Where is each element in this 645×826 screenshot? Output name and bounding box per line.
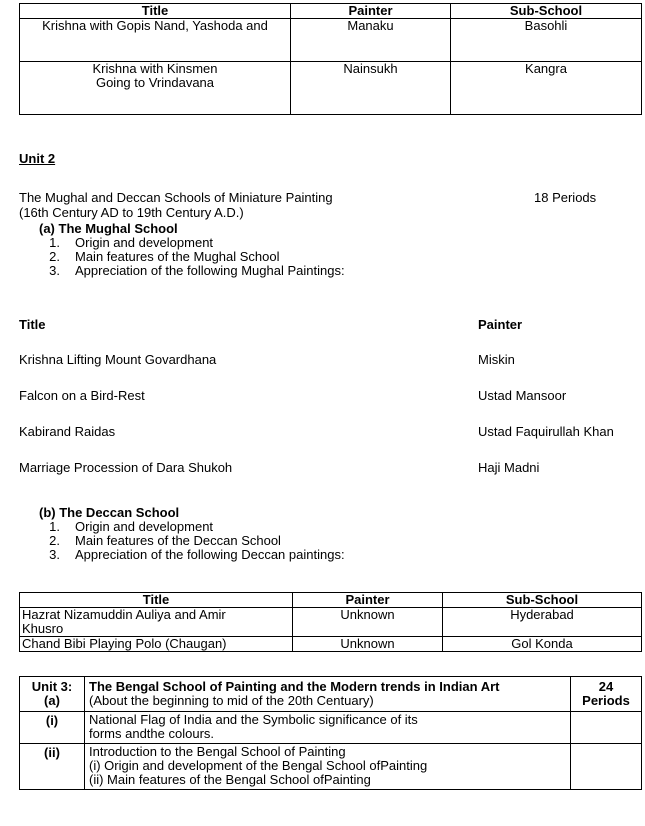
table-cell-painter: Nainsukh [291,62,451,115]
painting-title: Krishna Lifting Mount Govardhana [19,352,217,367]
table-cell-subschool: Hyderabad [443,608,642,637]
unit2-course-dates: (16th Century AD to 19th Century A.D.) [19,205,244,220]
column-header-painter: Painter [291,4,451,19]
painting-title: Kabirand Raidas [19,424,116,439]
unit3-periods-label: Periods [582,693,630,708]
painting-painter: Miskin [478,352,515,367]
table-header-row [20,4,642,19]
table-row [20,19,642,62]
row-content [85,712,571,744]
column-header-title: Title [20,593,293,608]
row-line: (ii) Main features of the Bengal School ofPainting [89,772,371,787]
unit3-subtitle: (About the beginning to mid of the 20th Centuary) [89,693,374,708]
painting-table-deccan [19,592,642,652]
unit3-sub-label: (a) [44,693,60,708]
table-cell-subschool: Gol Konda [443,637,642,652]
mughal-topics-list [38,236,345,278]
table-header-row [20,593,642,608]
mughal-school-heading: (a) The Mughal School [39,221,178,236]
table-row [20,744,642,790]
painting-painter: Ustad Faquirullah Khan [478,424,614,439]
unit3-title-cell [85,677,571,712]
row-label: (i) [20,712,85,744]
painting-title: Marriage Procession of Dara Shukoh [19,460,233,475]
painting-painter: Haji Madni [478,460,540,475]
unit2-periods: 18 Periods [534,190,597,205]
row-content [85,744,571,790]
list-item: 1. Origin and development [49,235,214,250]
deccan-school-heading: (b) The Deccan School [39,505,180,520]
unit3-periods-number: 24 [598,679,614,694]
unit2-course-title: The Mughal and Deccan Schools of Miniature Painting [19,190,333,205]
list-item: 2. Main features of the Deccan School [49,533,281,548]
column-header-subschool: Sub-School [451,4,642,19]
unit3-table [19,676,642,790]
unit3-periods-cell [571,677,642,712]
table-cell-title: Krishna with Kinsmen Going to Vrindavana [20,62,291,115]
unit3-title: The Bengal School of Painting and the Modern trends in Indian Art [89,679,500,694]
column-header-title: Title [20,4,291,19]
row-line: National Flag of India and the Symbolic significance of its [89,712,418,727]
unit3-label-cell [20,677,85,712]
painting-table-pahari [19,3,642,115]
table-cell-title: Krishna with Gopis Nand, Yashoda and [20,19,291,62]
table-cell-subschool: Kangra [451,62,642,115]
painting-painter: Ustad Mansoor [478,388,567,403]
row-label: (ii) [20,744,85,790]
deccan-topics-list [38,520,345,562]
row-line: Introduction to the Bengal School of Painting [89,744,346,759]
table-row [20,608,642,637]
column-header-subschool: Sub-School [443,593,642,608]
mughal-col-painter: Painter [478,317,523,332]
table-cell-painter: Unknown [293,637,443,652]
unit2-heading: Unit 2 [19,151,56,166]
table-row [20,62,642,115]
table-cell-painter: Manaku [291,19,451,62]
row-line: (i) Origin and development of the Bengal School ofPainting [89,758,428,773]
table-cell-painter: Unknown [293,608,443,637]
painting-title: Falcon on a Bird-Rest [19,388,145,403]
table-row [20,637,642,652]
unit3-label: Unit 3: [31,679,73,694]
row-periods-cell [571,712,642,744]
list-item: 1. Origin and development [49,519,214,534]
unit3-header-row [20,677,642,712]
mughal-col-title: Title [19,317,46,332]
list-item: 3. Appreciation of the following Mughal Paintings: [49,263,345,278]
table-cell-subschool: Basohli [451,19,642,62]
table-cell-title: Hazrat Nizamuddin Auliya and Amir Khusro [20,608,293,637]
row-periods-cell [571,744,642,790]
row-line: forms andthe colours. [89,726,215,741]
list-item: 2. Main features of the Mughal School [49,249,280,264]
list-item: 3. Appreciation of the following Deccan paintings: [49,547,345,562]
table-cell-title: Chand Bibi Playing Polo (Chaugan) [20,637,293,652]
table-row [20,712,642,744]
column-header-painter: Painter [293,593,443,608]
